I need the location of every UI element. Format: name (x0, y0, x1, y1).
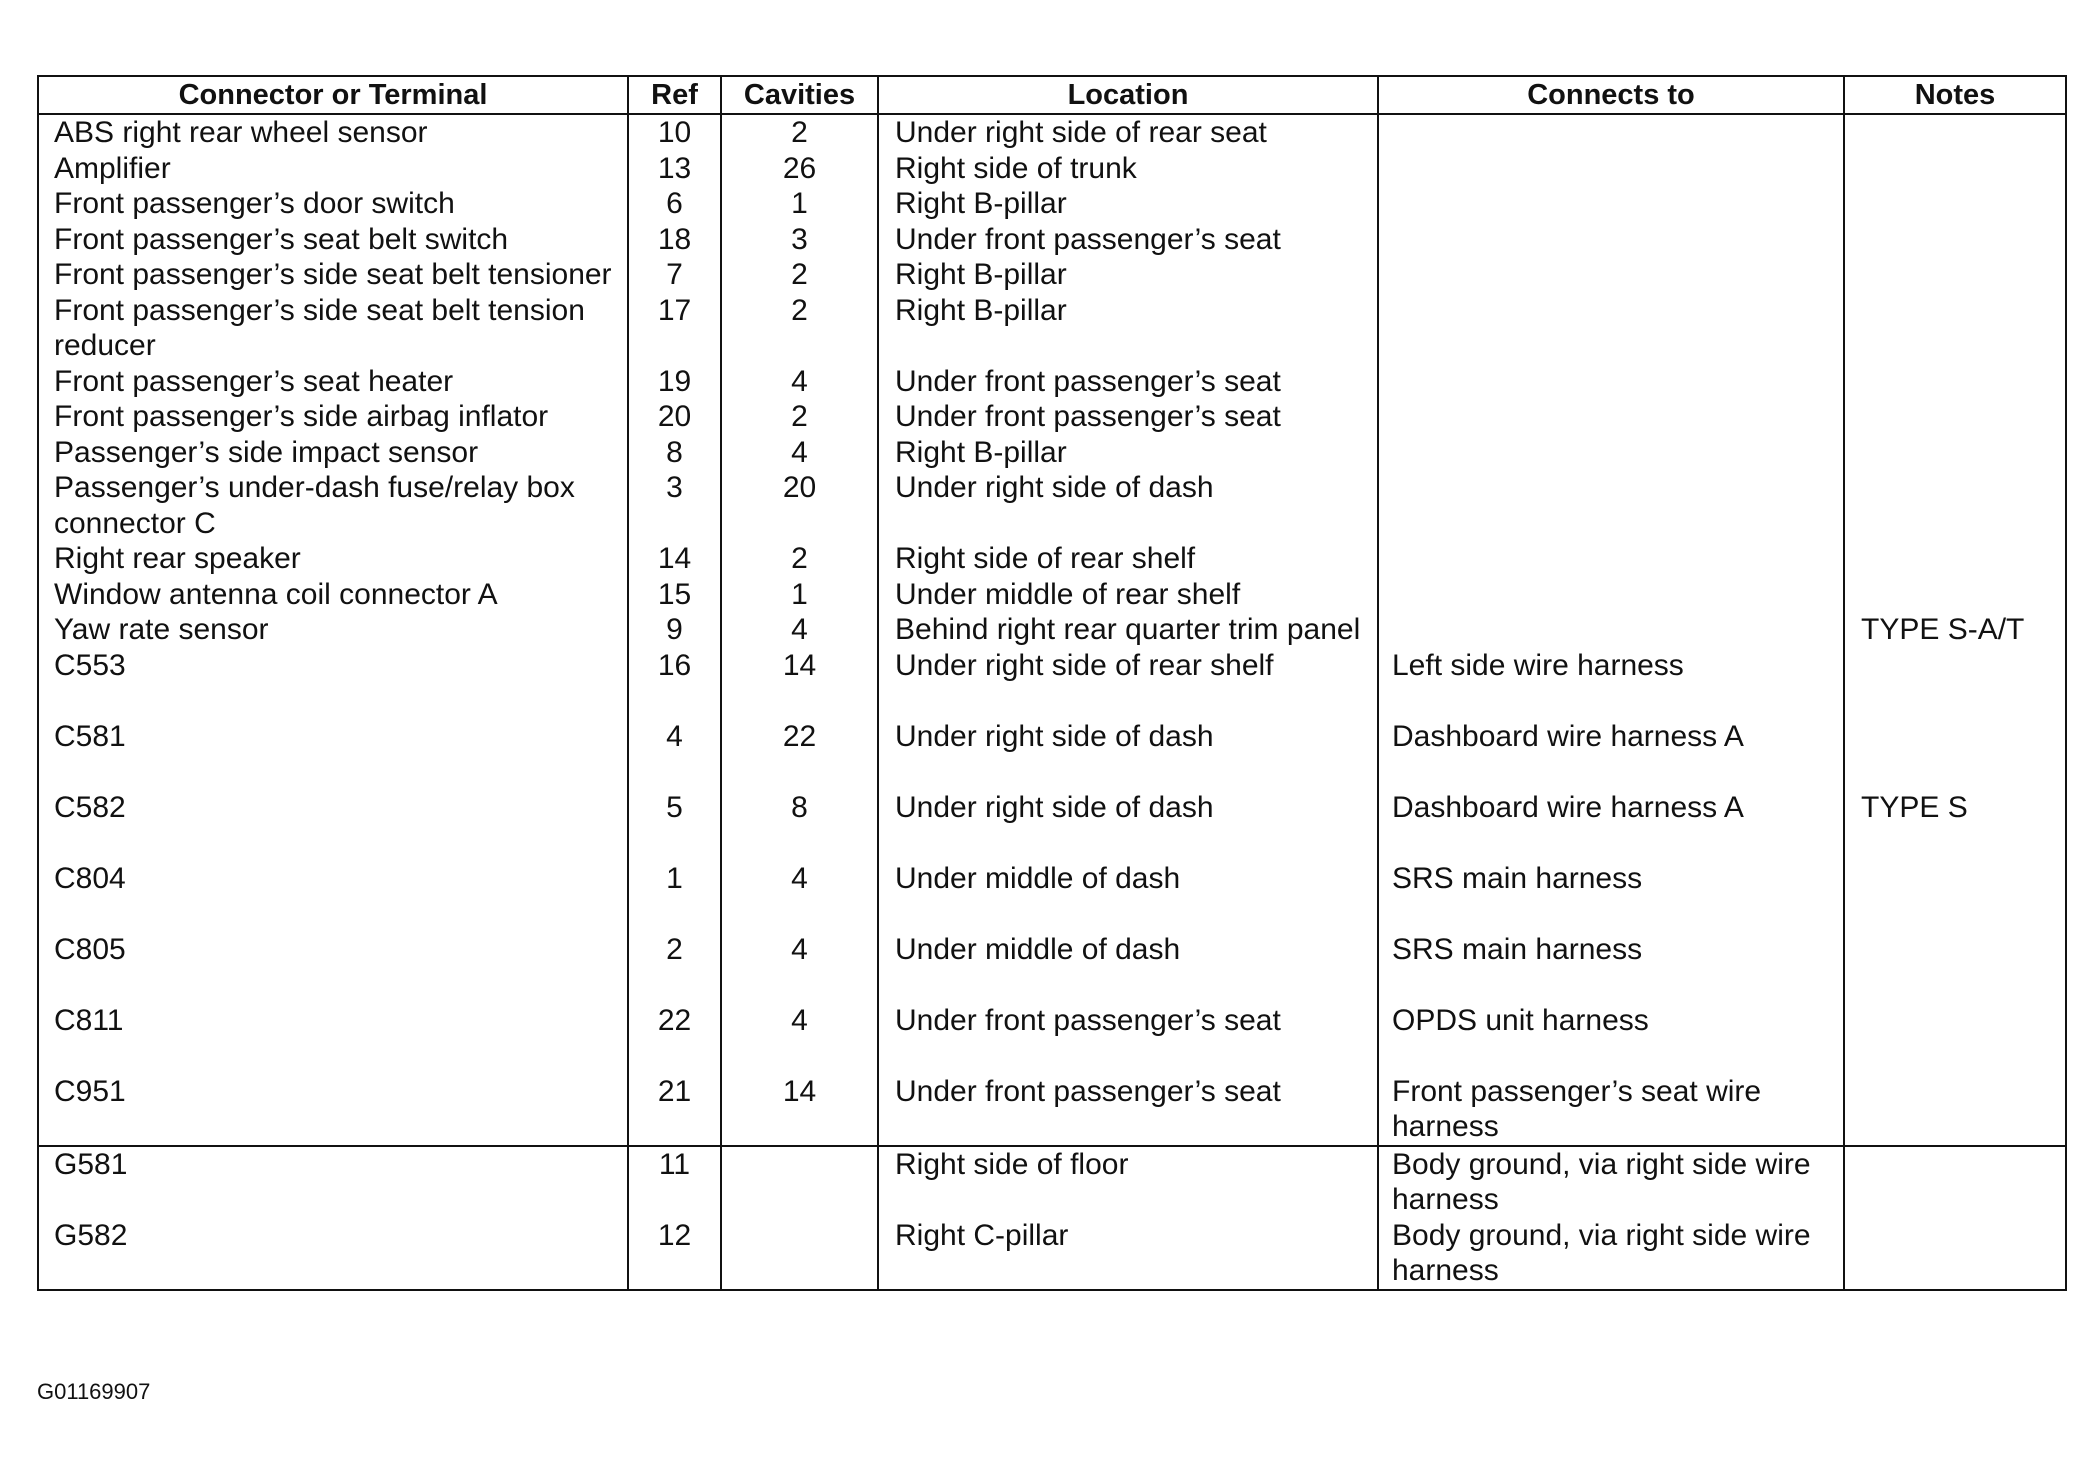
cell-notes (1844, 399, 2066, 435)
cell-ref: 21 (628, 1074, 721, 1146)
cell-cavities (721, 1146, 878, 1218)
cell-name: ABS right rear wheel sensor (38, 114, 628, 151)
cell-connects-to (1378, 222, 1844, 258)
cell-ref: 16 (628, 648, 721, 719)
cell-connects-to: Left side wire harness (1378, 648, 1844, 719)
table-header-row (38, 76, 2066, 114)
cell-connects-to (1378, 364, 1844, 400)
cell-name: G581 (38, 1146, 628, 1218)
cell-cavities: 14 (721, 648, 878, 719)
cell-location: Under front passenger’s seat (878, 1003, 1378, 1074)
cell-notes (1844, 541, 2066, 577)
cell-connects-to (1378, 541, 1844, 577)
cell-notes (1844, 1146, 2066, 1218)
cell-connects-to (1378, 257, 1844, 293)
cell-cavities: 2 (721, 257, 878, 293)
table-row (38, 364, 2066, 400)
connector-table-sheet (37, 75, 2065, 1291)
cell-name: Front passenger’s side seat belt tensioner (38, 257, 628, 293)
cell-ref: 2 (628, 932, 721, 1003)
cell-ref: 13 (628, 151, 721, 187)
cell-notes (1844, 186, 2066, 222)
cell-name: Front passenger’s side airbag inflator (38, 399, 628, 435)
figure-id-label: G01169907 (37, 1379, 151, 1404)
table-row (38, 293, 2066, 364)
cell-notes (1844, 577, 2066, 613)
cell-ref: 8 (628, 435, 721, 471)
cell-cavities: 2 (721, 114, 878, 151)
cell-location: Under front passenger’s seat (878, 222, 1378, 258)
cell-cavities: 20 (721, 470, 878, 541)
table-row (38, 612, 2066, 648)
cell-name: Front passenger’s seat heater (38, 364, 628, 400)
connector-locations-table (37, 75, 2067, 1291)
cell-notes (1844, 114, 2066, 151)
header-location: Location (878, 76, 1378, 114)
cell-name: C805 (38, 932, 628, 1003)
cell-cavities: 3 (721, 222, 878, 258)
cell-location: Under right side of dash (878, 719, 1378, 790)
cell-location: Under right side of dash (878, 790, 1378, 861)
cell-ref: 12 (628, 1218, 721, 1290)
cell-notes (1844, 257, 2066, 293)
cell-ref: 4 (628, 719, 721, 790)
cell-notes (1844, 1218, 2066, 1290)
header-notes: Notes (1844, 76, 2066, 114)
cell-location: Behind right rear quarter trim panel (878, 612, 1378, 648)
cell-ref: 11 (628, 1146, 721, 1218)
cell-name: C804 (38, 861, 628, 932)
cell-notes (1844, 719, 2066, 790)
cell-ref: 10 (628, 114, 721, 151)
cell-connects-to (1378, 577, 1844, 613)
cell-notes (1844, 861, 2066, 932)
cell-location: Under front passenger’s seat (878, 399, 1378, 435)
cell-location: Under right side of rear seat (878, 114, 1378, 151)
cell-notes: TYPE S (1844, 790, 2066, 861)
cell-notes (1844, 151, 2066, 187)
cell-location: Under right side of dash (878, 470, 1378, 541)
cell-ref: 3 (628, 470, 721, 541)
cell-name: Front passenger’s side seat belt tension reducer (38, 293, 628, 364)
cell-notes (1844, 932, 2066, 1003)
table-row (38, 1218, 2066, 1290)
cell-notes (1844, 648, 2066, 719)
cell-cavities: 4 (721, 364, 878, 400)
cell-connects-to (1378, 399, 1844, 435)
cell-notes (1844, 293, 2066, 364)
cell-name: C553 (38, 648, 628, 719)
cell-location: Under front passenger’s seat (878, 364, 1378, 400)
cell-cavities: 4 (721, 435, 878, 471)
cell-connects-to (1378, 470, 1844, 541)
cell-connects-to: Body ground, via right side wire harness (1378, 1218, 1844, 1290)
cell-location: Right side of trunk (878, 151, 1378, 187)
cell-ref: 1 (628, 861, 721, 932)
cell-notes (1844, 1074, 2066, 1146)
cell-location: Under middle of rear shelf (878, 577, 1378, 613)
cell-notes (1844, 222, 2066, 258)
table-row (38, 435, 2066, 471)
table-row (38, 790, 2066, 861)
cell-cavities: 2 (721, 293, 878, 364)
cell-cavities: 4 (721, 1003, 878, 1074)
cell-connects-to (1378, 435, 1844, 471)
cell-cavities: 2 (721, 399, 878, 435)
cell-connects-to: SRS main harness (1378, 932, 1844, 1003)
table-row (38, 719, 2066, 790)
cell-location: Under right side of rear shelf (878, 648, 1378, 719)
cell-ref: 19 (628, 364, 721, 400)
cell-connects-to: Dashboard wire harness A (1378, 790, 1844, 861)
header-connects-to: Connects to (1378, 76, 1844, 114)
cell-connects-to (1378, 151, 1844, 187)
cell-ref: 9 (628, 612, 721, 648)
table-row (38, 151, 2066, 187)
table-row (38, 861, 2066, 932)
cell-ref: 20 (628, 399, 721, 435)
cell-location: Right side of floor (878, 1146, 1378, 1218)
cell-cavities: 4 (721, 932, 878, 1003)
cell-name: Passenger’s under-dash fuse/relay box connector C (38, 470, 628, 541)
cell-connects-to: SRS main harness (1378, 861, 1844, 932)
cell-ref: 7 (628, 257, 721, 293)
cell-cavities: 1 (721, 186, 878, 222)
cell-ref: 6 (628, 186, 721, 222)
cell-ref: 5 (628, 790, 721, 861)
table-row (38, 114, 2066, 151)
table-row (38, 399, 2066, 435)
cell-connects-to (1378, 293, 1844, 364)
cell-location: Under middle of dash (878, 861, 1378, 932)
cell-connects-to (1378, 114, 1844, 151)
cell-location: Right C-pillar (878, 1218, 1378, 1290)
cell-location: Right B-pillar (878, 257, 1378, 293)
cell-location: Under middle of dash (878, 932, 1378, 1003)
cell-name: C811 (38, 1003, 628, 1074)
cell-cavities (721, 1218, 878, 1290)
cell-ref: 15 (628, 577, 721, 613)
cell-notes (1844, 364, 2066, 400)
table-row (38, 1146, 2066, 1218)
cell-name: Yaw rate sensor (38, 612, 628, 648)
cell-name: C582 (38, 790, 628, 861)
cell-location: Right side of rear shelf (878, 541, 1378, 577)
cell-location: Right B-pillar (878, 186, 1378, 222)
cell-cavities: 2 (721, 541, 878, 577)
cell-location: Under front passenger’s seat (878, 1074, 1378, 1146)
cell-name: Amplifier (38, 151, 628, 187)
cell-cavities: 22 (721, 719, 878, 790)
cell-ref: 22 (628, 1003, 721, 1074)
cell-ref: 14 (628, 541, 721, 577)
cell-cavities: 14 (721, 1074, 878, 1146)
cell-name: Front passenger’s door switch (38, 186, 628, 222)
cell-location: Right B-pillar (878, 435, 1378, 471)
header-cavities: Cavities (721, 76, 878, 114)
table-row (38, 222, 2066, 258)
cell-cavities: 8 (721, 790, 878, 861)
cell-notes (1844, 435, 2066, 471)
cell-notes (1844, 1003, 2066, 1074)
table-row (38, 932, 2066, 1003)
cell-name: G582 (38, 1218, 628, 1290)
header-ref: Ref (628, 76, 721, 114)
table-row (38, 186, 2066, 222)
cell-notes (1844, 470, 2066, 541)
cell-name: Window antenna coil connector A (38, 577, 628, 613)
cell-ref: 18 (628, 222, 721, 258)
table-row (38, 541, 2066, 577)
cell-name: Right rear speaker (38, 541, 628, 577)
components-and-connectors-body (38, 114, 2066, 1290)
cell-name: C581 (38, 719, 628, 790)
cell-name: Front passenger’s seat belt switch (38, 222, 628, 258)
header-connector: Connector or Terminal (38, 76, 628, 114)
cell-cavities: 26 (721, 151, 878, 187)
cell-name: C951 (38, 1074, 628, 1146)
cell-cavities: 1 (721, 577, 878, 613)
table-row (38, 1003, 2066, 1074)
cell-cavities: 4 (721, 861, 878, 932)
cell-name: Passenger’s side impact sensor (38, 435, 628, 471)
cell-ref: 17 (628, 293, 721, 364)
table-row (38, 1074, 2066, 1146)
cell-location: Right B-pillar (878, 293, 1378, 364)
cell-connects-to: Body ground, via right side wire harness (1378, 1146, 1844, 1218)
cell-connects-to: OPDS unit harness (1378, 1003, 1844, 1074)
table-row (38, 257, 2066, 293)
cell-connects-to (1378, 612, 1844, 648)
cell-connects-to (1378, 186, 1844, 222)
cell-cavities: 4 (721, 612, 878, 648)
cell-connects-to: Front passenger’s seat wire harness (1378, 1074, 1844, 1146)
table-row (38, 648, 2066, 719)
table-row (38, 577, 2066, 613)
cell-notes: TYPE S-A/T (1844, 612, 2066, 648)
table-row (38, 470, 2066, 541)
cell-connects-to: Dashboard wire harness A (1378, 719, 1844, 790)
